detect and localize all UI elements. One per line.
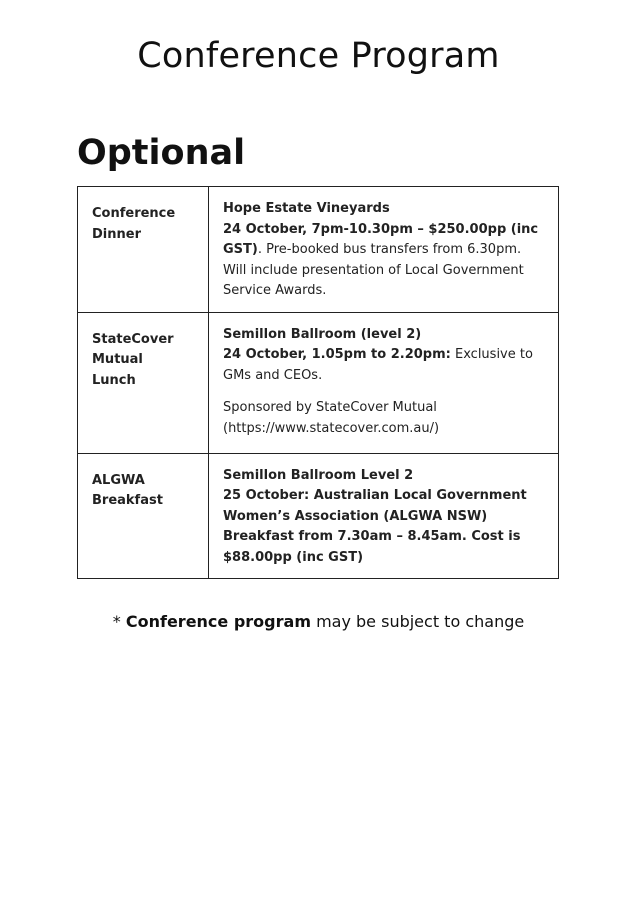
event-venue: Hope Estate Vineyards bbox=[223, 201, 390, 216]
footnote-bold: Conference program bbox=[125, 612, 311, 631]
footnote-prefix: * bbox=[112, 612, 126, 631]
footnote-suffix: may be subject to change bbox=[310, 612, 525, 631]
event-detail-cell bbox=[209, 453, 559, 579]
event-detail-cell bbox=[209, 187, 559, 313]
page-title: Conference Program bbox=[137, 36, 500, 76]
table-row bbox=[78, 187, 559, 313]
event-venue: Semillon Ballroom (level 2) bbox=[223, 326, 422, 342]
event-name-cell bbox=[78, 187, 209, 313]
event-name-line: Dinner bbox=[92, 226, 141, 242]
event-venue: Semillon Ballroom Level 2 bbox=[223, 467, 414, 483]
program-table bbox=[77, 186, 559, 579]
section-heading: Optional bbox=[77, 133, 246, 173]
event-description: Pre-booked bus transfers from 6.30pm. Will include presentation of Local Government Service Awards. bbox=[223, 242, 524, 298]
footnote bbox=[0, 612, 637, 631]
event-name-cell bbox=[78, 312, 209, 453]
event-date: 24 October, 1.05pm to 2.20pm: bbox=[223, 347, 451, 362]
event-sponsor: Sponsored by StateCover Mutual (https://www.statecover.com.au/) bbox=[223, 400, 440, 436]
event-date: 25 October: Australian Local Government Women’s Association (ALGWA NSW) Breakfast from 7.30am – 8.45am. Cost is $88.00pp (inc GST) bbox=[223, 488, 527, 565]
table-row bbox=[78, 312, 559, 453]
event-name-line: Mutual bbox=[92, 352, 143, 367]
event-name-line: ALGWA bbox=[92, 472, 145, 488]
event-name-line: Conference bbox=[92, 206, 176, 221]
event-name-line: Breakfast bbox=[92, 493, 163, 508]
event-description: Exclusive to GMs and CEOs. bbox=[223, 347, 533, 383]
event-date: 24 October, 7pm-10.30pm – $250.00pp (inc GST) bbox=[223, 221, 539, 257]
table-row bbox=[78, 453, 559, 579]
event-name-cell bbox=[78, 453, 209, 579]
event-name-line: Lunch bbox=[92, 372, 136, 388]
event-name-line: StateCover bbox=[92, 331, 174, 347]
event-date-suffix: . bbox=[257, 242, 262, 257]
event-detail-cell bbox=[209, 312, 559, 453]
